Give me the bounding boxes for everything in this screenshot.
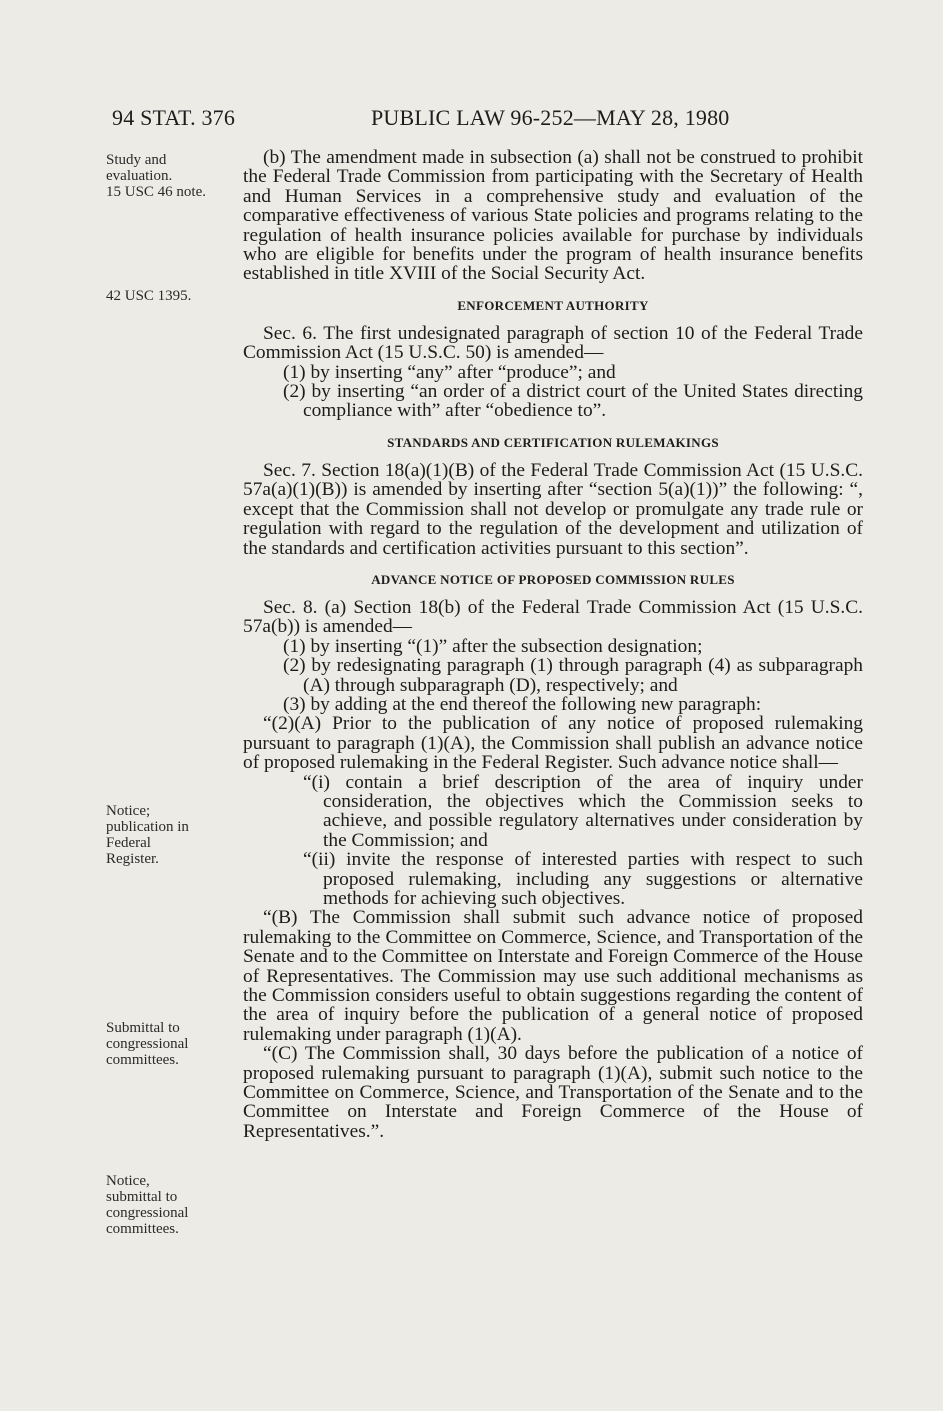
margin-note-line: Federal [106,835,151,851]
section-8-item-2: (2) by redesignating paragraph (1) through paragraph (4) as subparagraph (A) through subparagraph (D), respectively; and [283,655,863,696]
margin-note-line: publication in [106,819,189,835]
margin-note-notice-submittal [106,1173,188,1237]
section-8: Sec. 8. (a) Section 18(b) of the Federal Trade Commission Act (15 U.S.C. 57a(b)) is amended— [243,596,863,638]
margin-note-submittal [106,1020,188,1068]
margin-note-line: Study and [106,152,167,168]
paragraph-2A-ii: “(ii) invite the response of interested parties with respect to such proposed rulemaking, including any suggestions or alternative methods for achieving such objectives. [303,849,863,909]
margin-note-line: evaluation. [106,168,173,184]
paragraph-2C: “(C) The Commission shall, 30 days before the publication of a notice of proposed rulemaking pursuant to paragraph (1)(A), submit such notice to the Committee on Commerce, Science, and Transportation of the Senate and to the Committee on Interstate and Foreign Commerce of the House of Representatives.”. [243,1043,863,1142]
margin-note-line: Notice; [106,803,151,819]
margin-note-line: congressional [106,1036,189,1052]
section-8-item-3: (3) by adding at the end thereof the following new paragraph: [283,693,762,715]
paragraph-b: (b) The amendment made in subsection (a) shall not be construed to prohibit the Federal Trade Commission from participating with the Secretary of Health and Human Services in a comprehensive study and evaluation of the comparative effectiveness of various State policies and programs relating to the regulation of health insurance policies available for purchase by individuals who are eligible for benefits under the program of health insurance benefits established in title XVIII of the Social Security Act. [243,147,863,285]
margin-note-line: Submittal to [106,1020,180,1036]
margin-note-line: submittal to [106,1189,178,1205]
law-body [243,148,863,1141]
section-7: Sec. 7. Section 18(a)(1)(B) of the Federal Trade Commission Act (15 U.S.C. 57a(a)(1)(B)) is amended by inserting after “section 5(a)(1))” the following: “, except that the Commission shall not develop or promulgate any trade rule or regulation with regard to the regulation of the development and utilization of the standards and certification activities pursuant to this section”. [243,459,863,559]
margin-note-line: committees. [106,1221,179,1237]
margin-note-line: Notice, [106,1173,150,1189]
section-6: Sec. 6. The first undesignated paragraph of section 10 of the Federal Trade Commission Act (15 U.S.C. 50) is amended— [243,322,863,364]
paragraph-2A: “(2)(A) Prior to the publication of any notice of proposed rulemaking pursuant to paragraph (1)(A), the Commission shall publish an advance notice of proposed rulemaking in the Federal Register. Such advance notice shall— [243,713,863,774]
section-8-item-1: (1) by inserting “(1)” after the subsection designation; [283,635,703,657]
margin-note-line: congressional [106,1205,189,1221]
paragraph-2B: “(B) The Commission shall submit such advance notice of proposed rulemaking to the Committee on Commerce, Science, and Transportation of the Senate and to the Committee on Interstate and Foreign Commerce of the House of Representatives. The Commission may use such additional mechanisms as the Commission considers useful to obtain suggestions regarding the content of the area of inquiry before the publication of a general notice of proposed rulemaking under paragraph (1)(A). [243,907,863,1045]
section-6-item-2: (2) by inserting “an order of a district court of the United States directing compliance with” after “obedience to”. [283,381,863,422]
margin-note-line: committees. [106,1052,179,1068]
margin-note-line: 15 USC 46 note. [106,184,207,200]
section-heading-advance-notice: ADVANCE NOTICE OF PROPOSED COMMISSION RULES [371,571,735,587]
law-title: PUBLIC LAW 96-252—MAY 28, 1980 [371,105,730,130]
margin-note-line: Register. [106,851,159,867]
section-heading-standards: STANDARDS AND CERTIFICATION RULEMAKINGS [387,434,719,450]
paragraph-2A-i: “(i) contain a brief description of the area of inquiry under consideration, the objectives which the Commission seeks to achieve, and possible regulatory alternatives under consideration by the Commission; and [303,771,863,851]
stat-page-number: 94 STAT. 376 [112,105,236,130]
margin-note-usc [106,288,191,304]
margin-note-study [106,152,206,200]
section-heading-enforcement: ENFORCEMENT AUTHORITY [457,297,649,313]
margin-note-line: 42 USC 1395. [106,288,192,304]
margin-note-notice-publication [106,803,189,867]
section-6-item-1: (1) by inserting “any” after “produce”; and [283,361,616,383]
